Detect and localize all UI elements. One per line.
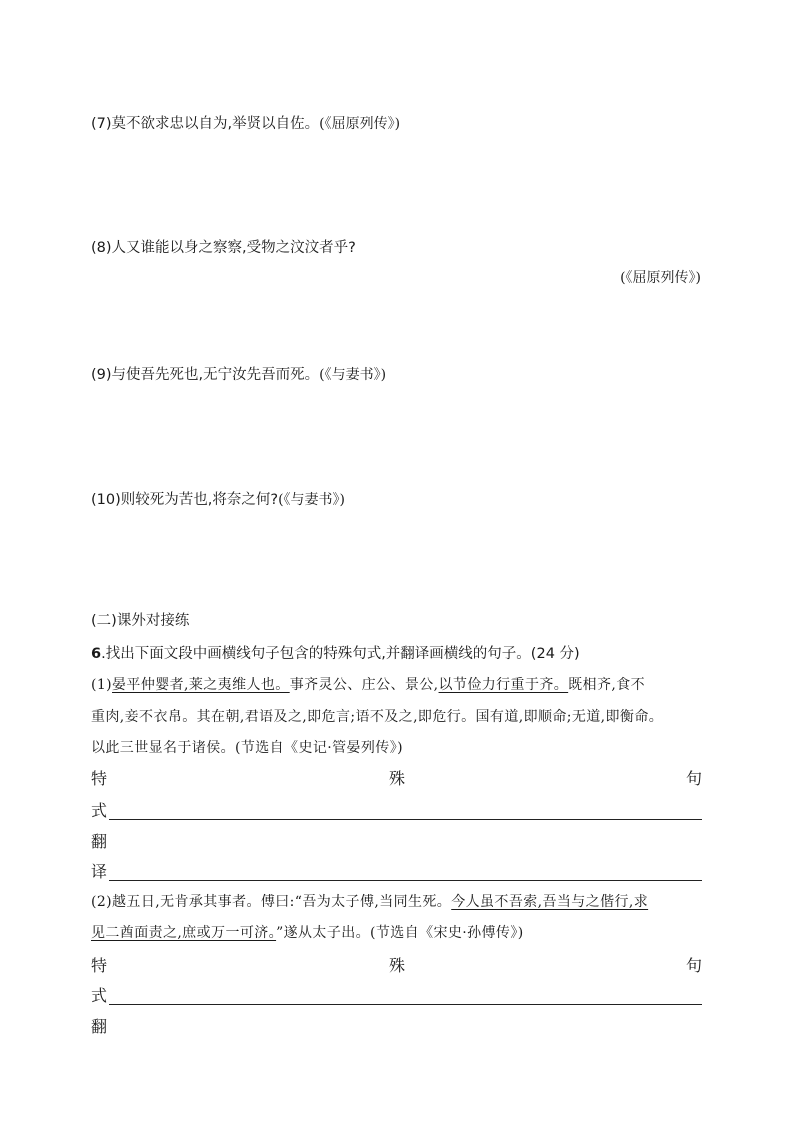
question-6-number: 6 — [91, 646, 102, 662]
answer-2-pattern-line[interactable] — [109, 1004, 702, 1005]
answer-1-translation-line[interactable] — [109, 880, 702, 881]
underlined-sentence-1b: 以节俭力行重于齐。 — [438, 677, 569, 693]
question-9-text: (9)与使吾先死也,无宁汝先吾而死。 — [91, 367, 320, 383]
passage-2-segment: (2)越五日,无肯承其事者。傅曰:“吾为太子傅,当同生死。 — [91, 894, 452, 910]
passage-2-line-1 — [91, 895, 648, 909]
answer-2-label-shi: 式 — [91, 986, 108, 1005]
question-10-source: (《与妻书》) — [278, 492, 346, 508]
answer-1-label-shu: 殊 — [389, 769, 406, 788]
passage-1-label: (1) — [91, 677, 113, 693]
passage-1-segment: 事齐灵公、庄公、景公, — [289, 677, 439, 693]
answer-1-pattern-line[interactable] — [109, 819, 702, 820]
answer-1-label-shi: 式 — [91, 801, 108, 820]
question-9-source: (《与妻书》) — [319, 367, 387, 383]
underlined-sentence-1a: 晏平仲婴者,莱之夷维人也。 — [112, 677, 290, 693]
passage-1-line-2: 重肉,妾不衣帛。其在朝,君语及之,即危言;语不及之,即危行。国有道,即顺命;无道,即衡命。 — [91, 709, 664, 725]
section-heading: (二)课外对接练 — [91, 613, 190, 629]
question-6 — [91, 647, 580, 662]
underlined-sentence-2a: 今人虽不吾索,吾当与之偕行,求 — [451, 894, 649, 910]
question-8-text: (8)人又谁能以身之察察,受物之汶汶者乎? — [91, 240, 356, 256]
answer-2-label-shu: 殊 — [389, 956, 406, 975]
passage-2-line-2 — [91, 926, 524, 940]
passage-1-line-1 — [91, 678, 645, 692]
passage-1-line-3: 以此三世显名于诸侯。(节选自《史记·管晏列传》) — [91, 740, 403, 756]
answer-1-label-ju: 句 — [686, 769, 703, 788]
answer-1-label-yi: 译 — [91, 862, 108, 881]
question-7-text: (7)莫不欲求忠以自为,举贤以自佐。 — [91, 116, 320, 132]
underlined-sentence-2b: 见二酋面责之,庶或万一可济。 — [91, 925, 277, 941]
passage-1-segment-end: 既相齐,食不 — [568, 677, 646, 693]
passage-2-segment-end: ”遂从太子出。(节选自《宋史·孙傅传》) — [276, 925, 524, 941]
question-9 — [91, 366, 386, 383]
question-7-source: (《屈原列传》) — [319, 116, 401, 132]
answer-2-label-ju: 句 — [686, 956, 703, 975]
question-10 — [91, 491, 345, 508]
question-7 — [91, 115, 400, 132]
question-10-text: (10)则较死为苦也,将奈之何? — [91, 492, 279, 508]
answer-2-label-fan: 翻 — [91, 1017, 108, 1036]
question-6-text: .找出下面文段中画横线句子包含的特殊句式,并翻译画横线的句子。(24 分) — [101, 646, 580, 662]
answer-2-label-te: 特 — [91, 956, 108, 975]
answer-1-label-fan: 翻 — [91, 832, 108, 851]
question-8-source: (《屈原列传》) — [620, 270, 701, 286]
answer-1-label-te: 特 — [91, 769, 108, 788]
